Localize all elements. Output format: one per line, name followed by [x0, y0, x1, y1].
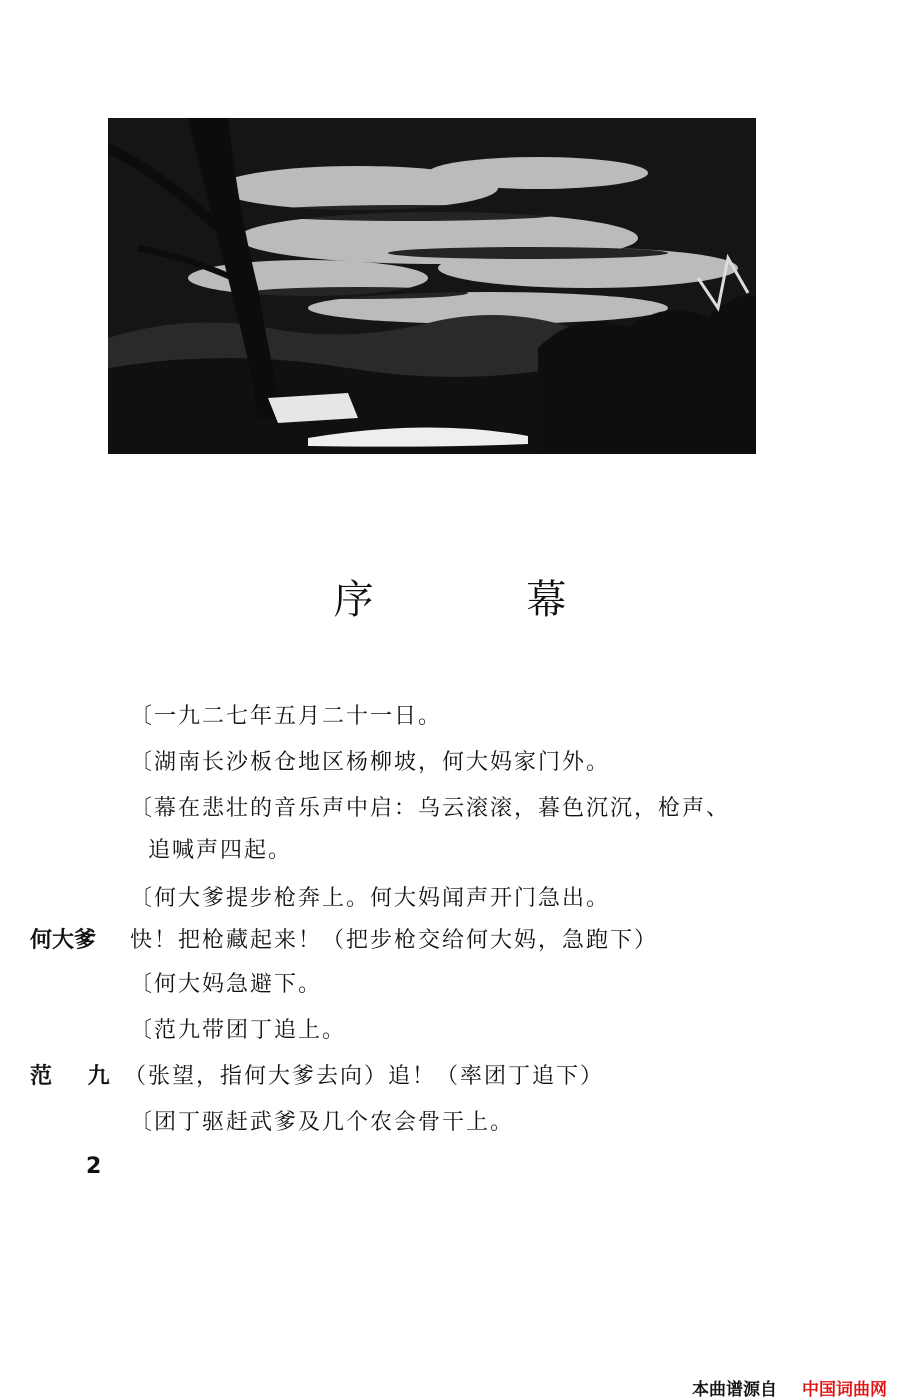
- woodcut-illustration: [108, 118, 756, 454]
- stage-direction-line: 〔何大爹提步枪奔上。何大妈闻声开门急出。: [130, 886, 611, 911]
- dialogue-line: 快！把枪藏起来！（把步枪交给何大妈，急跑下）: [130, 928, 659, 953]
- stage-direction-line: 〔何大妈急避下。: [130, 972, 323, 997]
- dialogue-line: （张望，指何大爹去向）追！（率团丁追下）: [124, 1064, 605, 1089]
- speaker-name: 何大爹: [30, 928, 97, 953]
- stage-direction-line: 〔范九带团丁追上。: [130, 1018, 347, 1043]
- stage-direction-line: 追喊声四起。: [148, 838, 293, 863]
- act-title: 序 幕: [333, 577, 637, 623]
- watermark-source-text: 本曲谱源自: [692, 1380, 777, 1400]
- stage-direction-line: 〔湖南长沙板仓地区杨柳坡，何大妈家门外。: [130, 750, 611, 775]
- watermark-site-link[interactable]: 中国词曲网: [802, 1380, 887, 1400]
- stage-direction-line: 〔幕在悲壮的音乐声中启：乌云滚滚，暮色沉沉，枪声、: [130, 796, 731, 821]
- stage-direction-line: 〔团丁驱赶武爹及几个农会骨干上。: [130, 1110, 515, 1135]
- page-number: 2: [86, 1154, 102, 1179]
- speaker-name: 范 九: [30, 1064, 124, 1089]
- stage-direction-line: 〔一九二七年五月二十一日。: [130, 704, 443, 729]
- landscape-scene-image: [108, 118, 756, 454]
